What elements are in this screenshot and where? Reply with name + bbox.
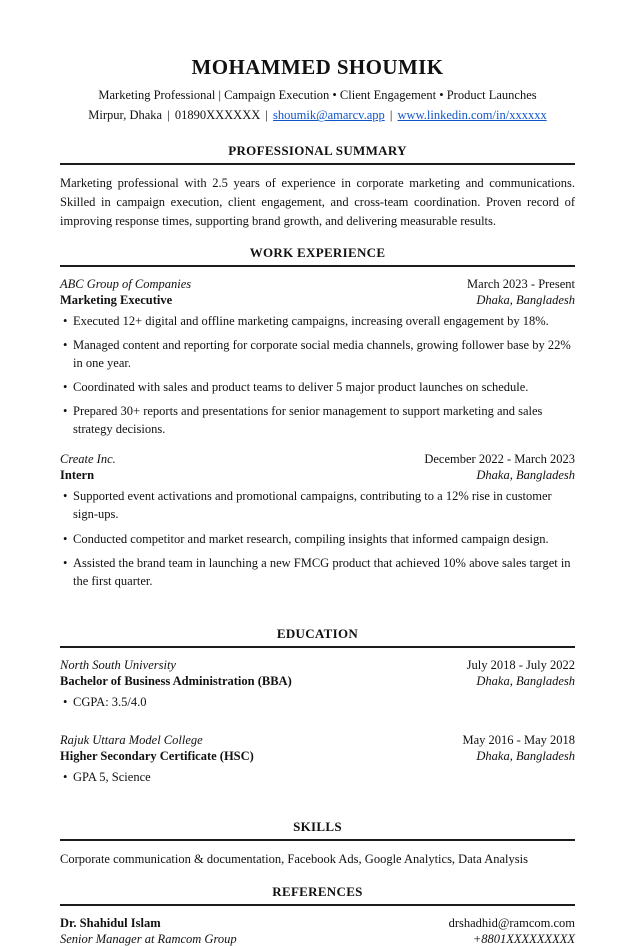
bullet-item: • Assisted the brand team in launching a new FMCG product that achieved 10% above sales target in the first quarter. bbox=[60, 554, 575, 590]
job-entry bbox=[60, 452, 575, 590]
contact-separator: | bbox=[265, 108, 268, 123]
email-link[interactable]: shoumik@amarcv.app bbox=[273, 108, 385, 123]
job-dates: December 2022 - March 2023 bbox=[424, 452, 575, 467]
bullet-item: • Conducted competitor and market research, compiling insights that informed campaign design. bbox=[60, 530, 575, 548]
section-heading-experience: WORK EXPERIENCE bbox=[60, 245, 575, 267]
education-header bbox=[60, 733, 575, 763]
bullet-item: • Supported event activations and promotional campaigns, contributing to a 12% rise in customer sign-ups. bbox=[60, 487, 575, 523]
job-location: Dhaka, Bangladesh bbox=[476, 468, 575, 483]
bullet-item: • CGPA: 3.5/4.0 bbox=[60, 693, 575, 711]
job-title: Marketing Executive bbox=[60, 292, 173, 307]
job-company: Create Inc. bbox=[60, 452, 116, 467]
reference-role: Senior Manager at Ramcom Group bbox=[60, 932, 237, 946]
reference-phone: +8801XXXXXXXXX bbox=[472, 932, 575, 946]
contact-separator: | bbox=[167, 108, 170, 123]
bullet-item: • Executed 12+ digital and offline marketing campaigns, increasing overall engagement by 18%. bbox=[60, 312, 575, 330]
bullet-item: • GPA 5, Science bbox=[60, 768, 575, 786]
school-name: Rajuk Uttara Model College bbox=[60, 733, 203, 748]
reference-entry bbox=[60, 916, 575, 946]
job-entry bbox=[60, 277, 575, 439]
job-title: Intern bbox=[60, 468, 95, 483]
job-header bbox=[60, 452, 575, 482]
contact-location: Mirpur, Dhaka bbox=[88, 108, 163, 123]
linkedin-link[interactable]: www.linkedin.com/in/xxxxxx bbox=[397, 108, 547, 123]
degree-name: Higher Secondary Certificate (HSC) bbox=[60, 749, 254, 764]
reference-email: drshadhid@ramcom.com bbox=[448, 916, 575, 931]
bullet-item: • Managed content and reporting for corporate social media channels, growing follower base by 22% in one year. bbox=[60, 336, 575, 372]
degree-name: Bachelor of Business Administration (BBA) bbox=[60, 673, 292, 688]
contact-separator: | bbox=[389, 108, 393, 123]
education-entry bbox=[60, 733, 575, 786]
education-bullet-list bbox=[60, 693, 575, 711]
section-heading-education: EDUCATION bbox=[60, 626, 575, 648]
education-location: Dhaka, Bangladesh bbox=[476, 749, 575, 764]
bullet-item: • Prepared 30+ reports and presentations for senior management to support marketing and sales strategy decisions. bbox=[60, 402, 575, 438]
bullet-item: • Coordinated with sales and product teams to deliver 5 major product launches on schedule. bbox=[60, 378, 575, 396]
education-bullet-list bbox=[60, 768, 575, 786]
job-company: ABC Group of Companies bbox=[60, 276, 192, 291]
reference-name: Dr. Shahidul Islam bbox=[60, 916, 161, 931]
education-dates: May 2016 - May 2018 bbox=[462, 733, 575, 748]
resume-header bbox=[60, 56, 575, 124]
reference-header bbox=[60, 916, 575, 946]
job-bullet-list bbox=[60, 487, 575, 590]
education-header bbox=[60, 658, 575, 688]
education-location: Dhaka, Bangladesh bbox=[476, 673, 575, 688]
section-heading-references: REFERENCES bbox=[60, 884, 575, 906]
job-dates: March 2023 - Present bbox=[467, 276, 575, 291]
job-bullet-list bbox=[60, 312, 575, 439]
skills-paragraph: Corporate communication & documentation, Facebook Ads, Google Analytics, Data Analysis bbox=[60, 852, 528, 867]
summary-paragraph: Marketing professional with 2.5 years of experience in corporate marketing and communications. Skilled in campaign execution, client engagement, and cross-team coordination. Proven record of improving response times, supporting brand growth, and delivering measurable results. bbox=[60, 175, 575, 228]
section-heading-summary: PROFESSIONAL SUMMARY bbox=[60, 143, 575, 165]
section-heading-skills: SKILLS bbox=[60, 819, 575, 841]
education-entry bbox=[60, 658, 575, 711]
job-header bbox=[60, 277, 575, 307]
contact-line bbox=[60, 107, 575, 123]
education-dates: July 2018 - July 2022 bbox=[466, 657, 575, 672]
contact-phone: 01890XXXXXX bbox=[174, 108, 261, 123]
candidate-tagline: Marketing Professional | Campaign Execution • Client Engagement • Product Launches bbox=[98, 88, 537, 103]
job-location: Dhaka, Bangladesh bbox=[476, 292, 575, 307]
candidate-name: MOHAMMED SHOUMIK bbox=[191, 55, 444, 79]
school-name: North South University bbox=[60, 657, 176, 672]
